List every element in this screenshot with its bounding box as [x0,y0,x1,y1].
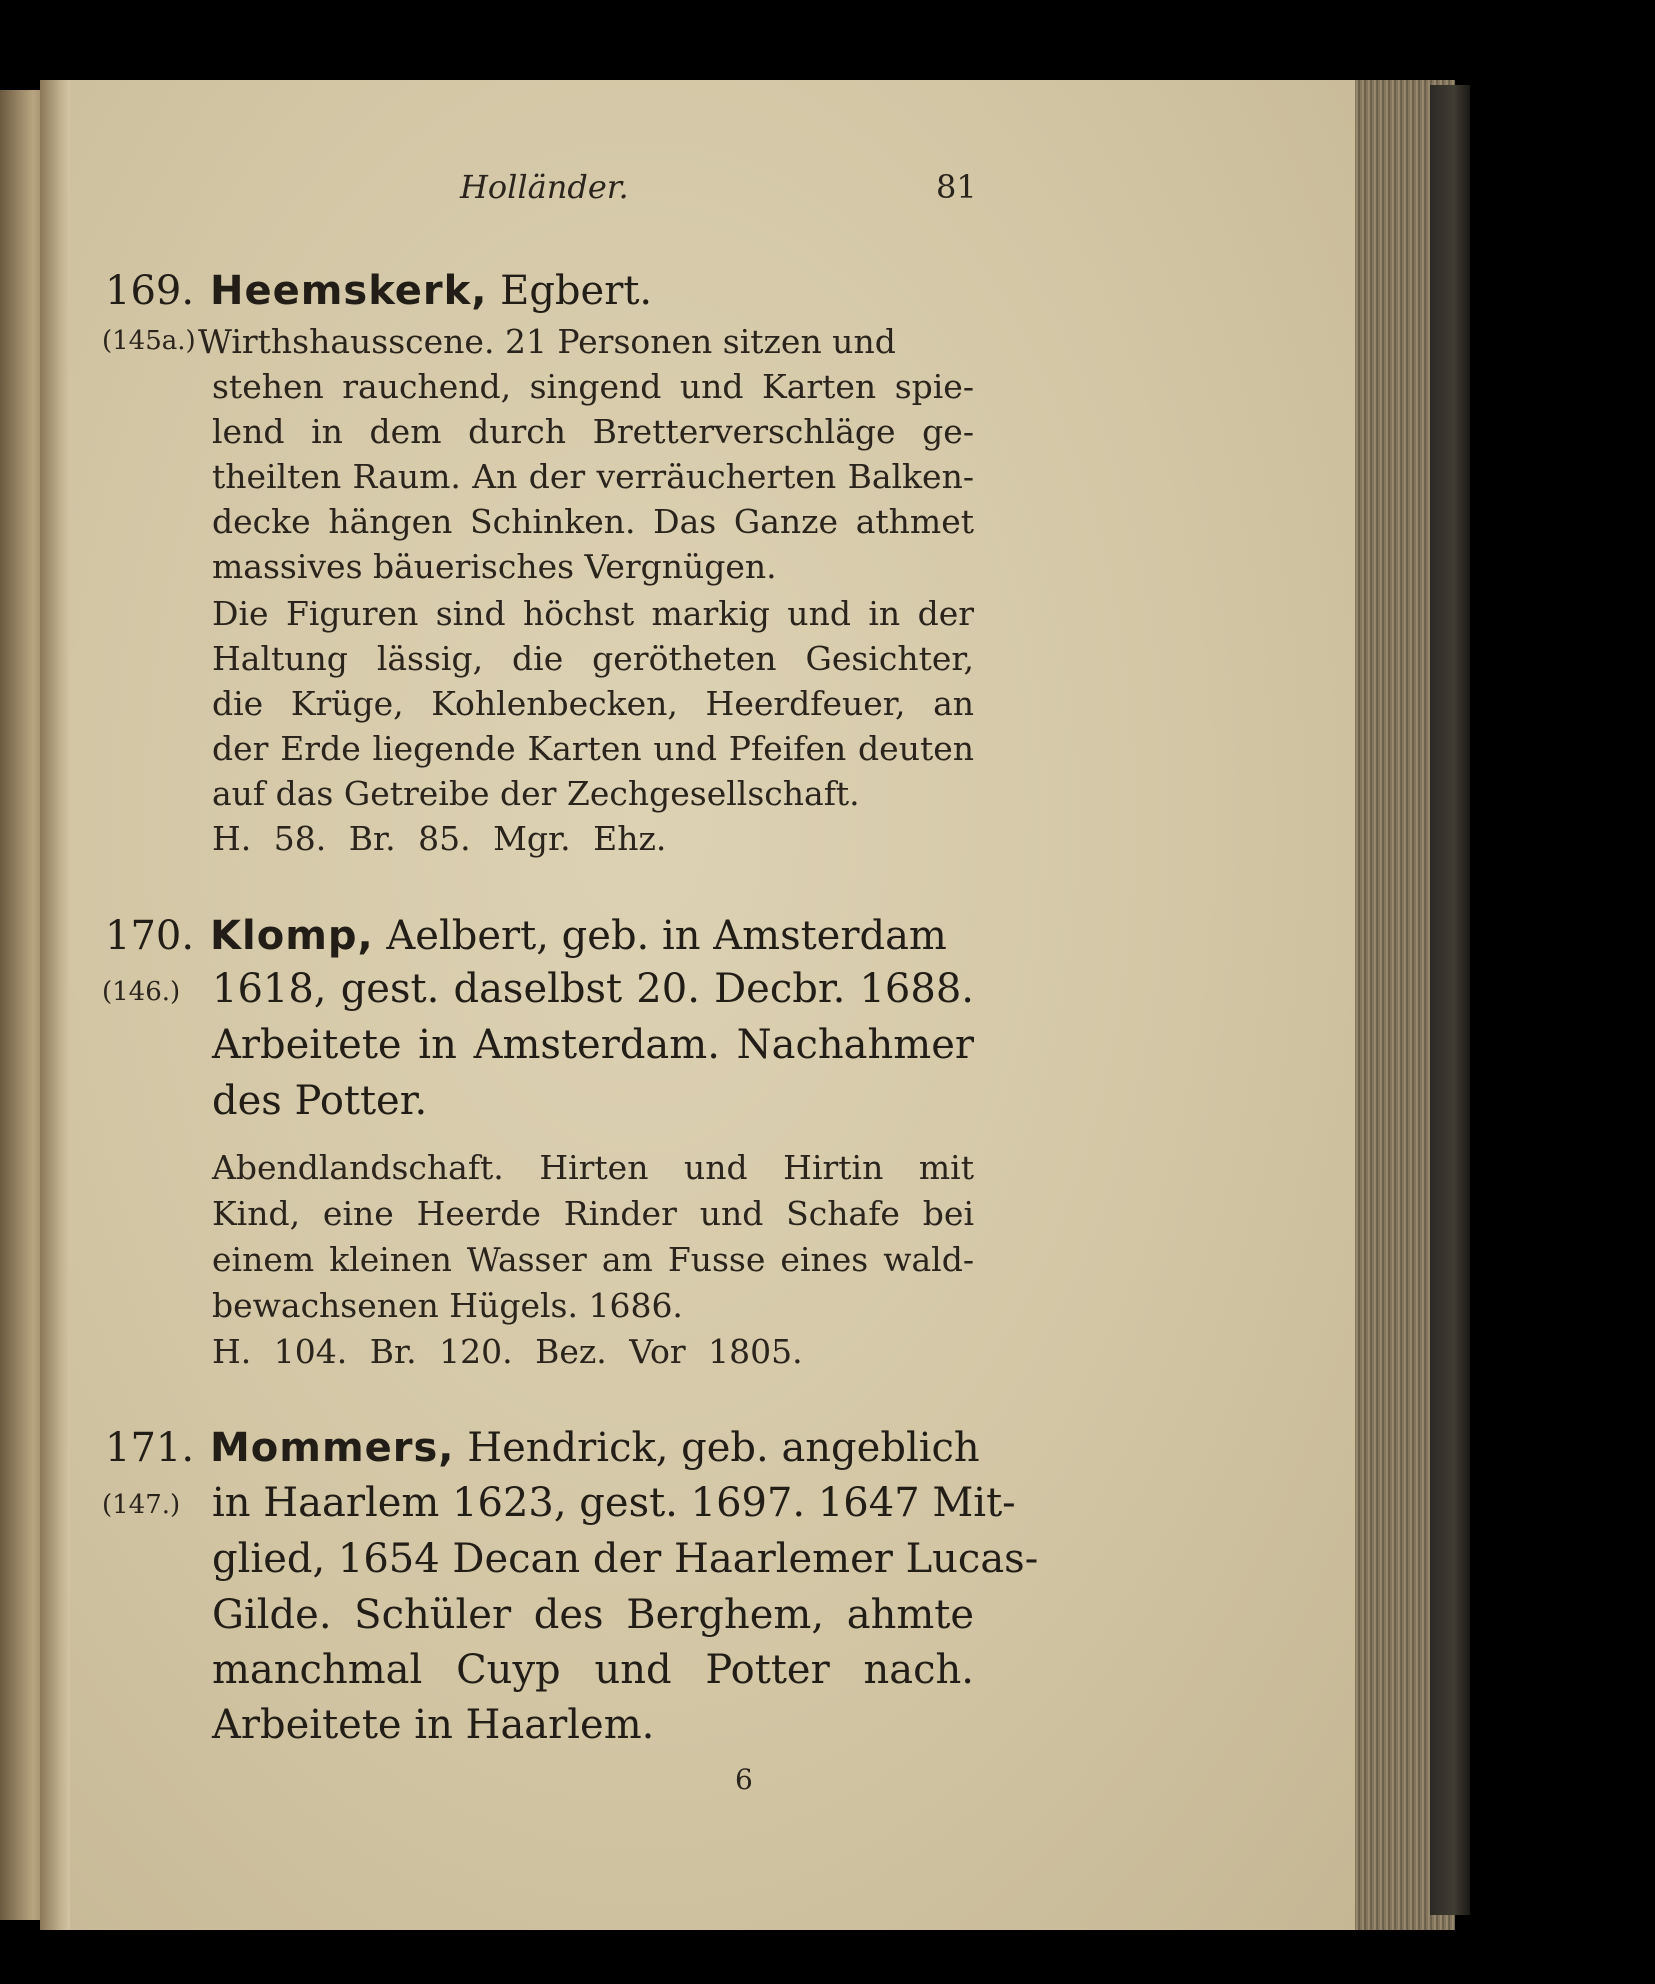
entry-number: 170. [105,913,195,959]
book-cover-edge [1430,85,1470,1915]
text-line: decke hängen Schinken. Das Ganze athmet [212,502,974,541]
text-line: Wirthshausscene. 21 Personen sitzen und [198,322,896,361]
text-line: lend in dem durch Bretterverschläge ge- [212,412,974,451]
bio-line: Gilde. Schüler des Berghem, ahmte [212,1592,974,1638]
bio-line: Arbeitete in Amsterdam. Nachahmer [212,1022,974,1068]
bio-line: 1618, gest. daselbst 20. Decbr. 1688. [212,966,974,1012]
text-line: Abendlandschaft. Hirten und Hirtin mit [212,1148,974,1187]
text-line: einem kleinen Wasser am Fusse eines wald- [212,1240,974,1279]
artist-forename: Aelbert, geb. in Amsterdam [373,913,947,959]
entry-number: 171. [105,1425,195,1471]
bio-line: glied, 1654 Decan der Haarlemer Lucas- [212,1536,1039,1582]
text-line: massives bäuerisches Vergnügen. [212,547,777,586]
entry-171-heading [105,1425,980,1471]
entry-169-heading [105,268,652,314]
signature-mark: 6 [735,1763,753,1796]
bio-line: manchmal Cuyp und Potter nach. [212,1647,974,1693]
dimensions-line: H. 104. Br. 120. Bez. Vor 1805. [212,1332,803,1371]
text-line: der Erde liegende Karten und Pfeifen deuten [212,729,974,768]
text-line: Haltung lässig, die gerötheten Gesichter, [212,639,974,678]
bio-line: des Potter. [212,1078,428,1124]
artist-forename: Hendrick, geb. angeblich [454,1425,980,1471]
old-catalogue-number: (145a.) [102,326,196,356]
entry-number: 169. [105,268,195,314]
bio-line: in Haarlem 1623, gest. 1697. 1647 Mit- [212,1480,1016,1526]
old-catalogue-number: (147.) [102,1490,181,1520]
text-line: Die Figuren sind höchst markig und in der [212,594,974,633]
bio-line: Arbeitete in Haarlem. [212,1702,655,1748]
artist-name: Heemskerk, [210,268,488,314]
artist-forename: Egbert. [487,268,653,314]
artist-name: Klomp, [210,913,374,959]
old-catalogue-number: (146.) [102,977,181,1007]
book-gutter [40,80,70,1930]
entry-170-heading [105,913,975,959]
artist-name: Mommers, [210,1425,455,1471]
text-line: bewachsenen Hügels. 1686. [212,1286,683,1325]
page-number: 81 [936,168,977,206]
text-line: die Krüge, Kohlenbecken, Heerdfeuer, an [212,684,974,723]
text-line: stehen rauchend, singend und Karten spie- [212,367,974,406]
text-line: theilten Raum. An der verräucherten Balken- [212,457,974,496]
text-line: auf das Getreibe der Zechgesellschaft. [212,774,860,813]
running-title: Holländer. [460,168,629,206]
dimensions-line: H. 58. Br. 85. Mgr. Ehz. [212,819,667,858]
text-line: Kind, eine Heerde Rinder und Schafe bei [212,1194,974,1233]
